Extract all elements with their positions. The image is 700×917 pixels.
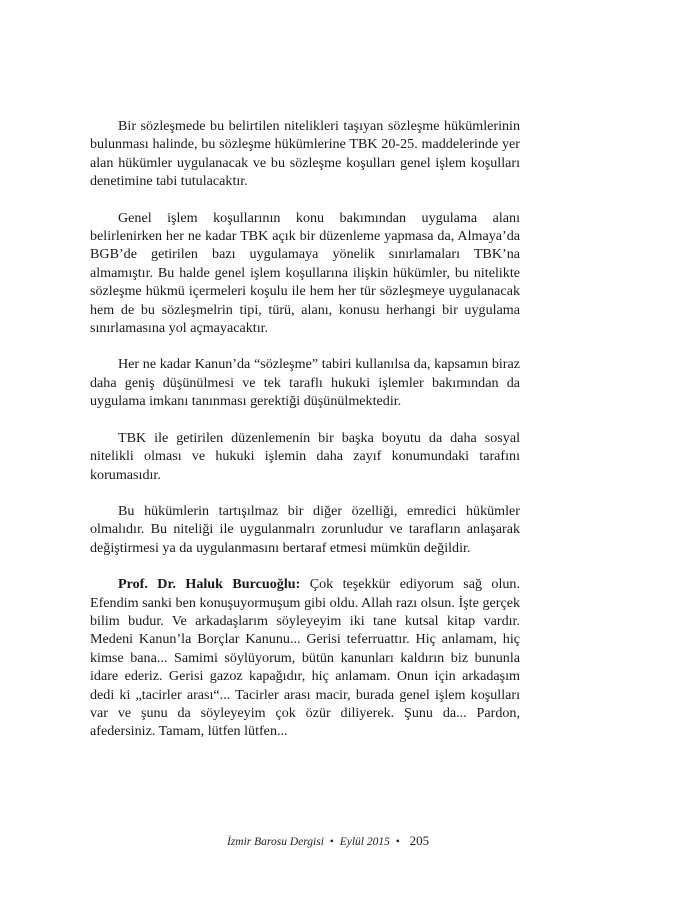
page-footer xyxy=(227,833,429,849)
paragraph-1: Bir sözleşmede bu belirtilen nitelikleri taşıyan sözleşme hükümlerinin bulunması halinde, bu sözleşme hükümlerine TBK 20-25. maddelerinde yer alan hükümler uygulanacak ve bu sözleşme koşulları genel işlem koşulları denetimine tabi tutulacaktır. xyxy=(90,118,520,190)
speech-text: Çok teşekkür ediyorum sağ olun. Efendim sanki ben konuşuyormuşum gibi oldu. Allah razı olsun. İşte gerçek bilim budur. Ve arkadaşlarım söyleyeyim iki tane kutsal kitap vardır. Medeni Kanun’la Borçlar Kanunu... Gerisi teferruattır. Hiç anlamam, hiç kimse bana... Samimi söylüyorum, bütün kanunları kaldırın biz bununla idare ederiz. Gerisi gazoz kapağıdır, hiç anlamam. Onun için arkadaşım dedi ki „tacirler arası“... Tacirler arası macir, burada genel işlem koşulları var ve şunu da söyleyeyim çok özür diliyerek. Şunu da... Pardon, afedersiniz. Tamam, lütfen lütfen... xyxy=(90,576,520,740)
paragraph-2: Genel işlem koşullarının konu bakımından uygulama alanı belirlenirken her ne kadar TBK açık bir düzenleme yapmasa da, Almaya’da BGB’de getirilen bazı uygulamaya yönelik sınırlamaları TBK’na almamıştır. Bu halde genel işlem koşullarına ilişkin hükümler, bu nitelikte sözleşme hükmü içermeleri koşulu ile hem her tür sözleşmeye uygulanacak hem de bu sözleşmelrin tipi, türü, alanı, konusu herhangi bir uygulama sınırlamasına yol açmayacaktır. xyxy=(90,209,520,337)
speech-paragraph xyxy=(90,575,520,741)
footer-bullet-2: • xyxy=(395,836,400,848)
body-text xyxy=(90,117,520,759)
journal-name: İzmir Barosu Dergisi xyxy=(227,836,324,848)
issue-date: Eylül 2015 xyxy=(339,836,390,848)
paragraph-4: TBK ile getirilen düzenlemenin bir başka boyutu da daha sosyal nitelikli olması ve hukuki işlemin daha zayıf konumundaki tarafını korumasıdır. xyxy=(90,429,520,483)
footer-bullet-1: • xyxy=(329,836,334,848)
speaker-name: Prof. Dr. Haluk Burcuoğlu: xyxy=(118,576,301,593)
paragraph-3: Her ne kadar Kanun’da “sözleşme” tabiri kullanılsa da, kapsamın biraz daha geniş düşünülmesi ve tek taraflı hukuki işlemler bakımından da uygulama imkanı tanınması gerektiği düşünülmektedir. xyxy=(90,356,520,410)
paragraph-5: Bu hükümlerin tartışılmaz bir diğer özelliği, emredici hükümler olmalıdır. Bu niteliği ile uygulanmalrı zorunludur ve tarafların anlaşarak değiştirmesi ya da uygulanmasını bertaraf etmesi mümkün değildir. xyxy=(90,502,520,556)
page-number: 205 xyxy=(409,833,430,848)
